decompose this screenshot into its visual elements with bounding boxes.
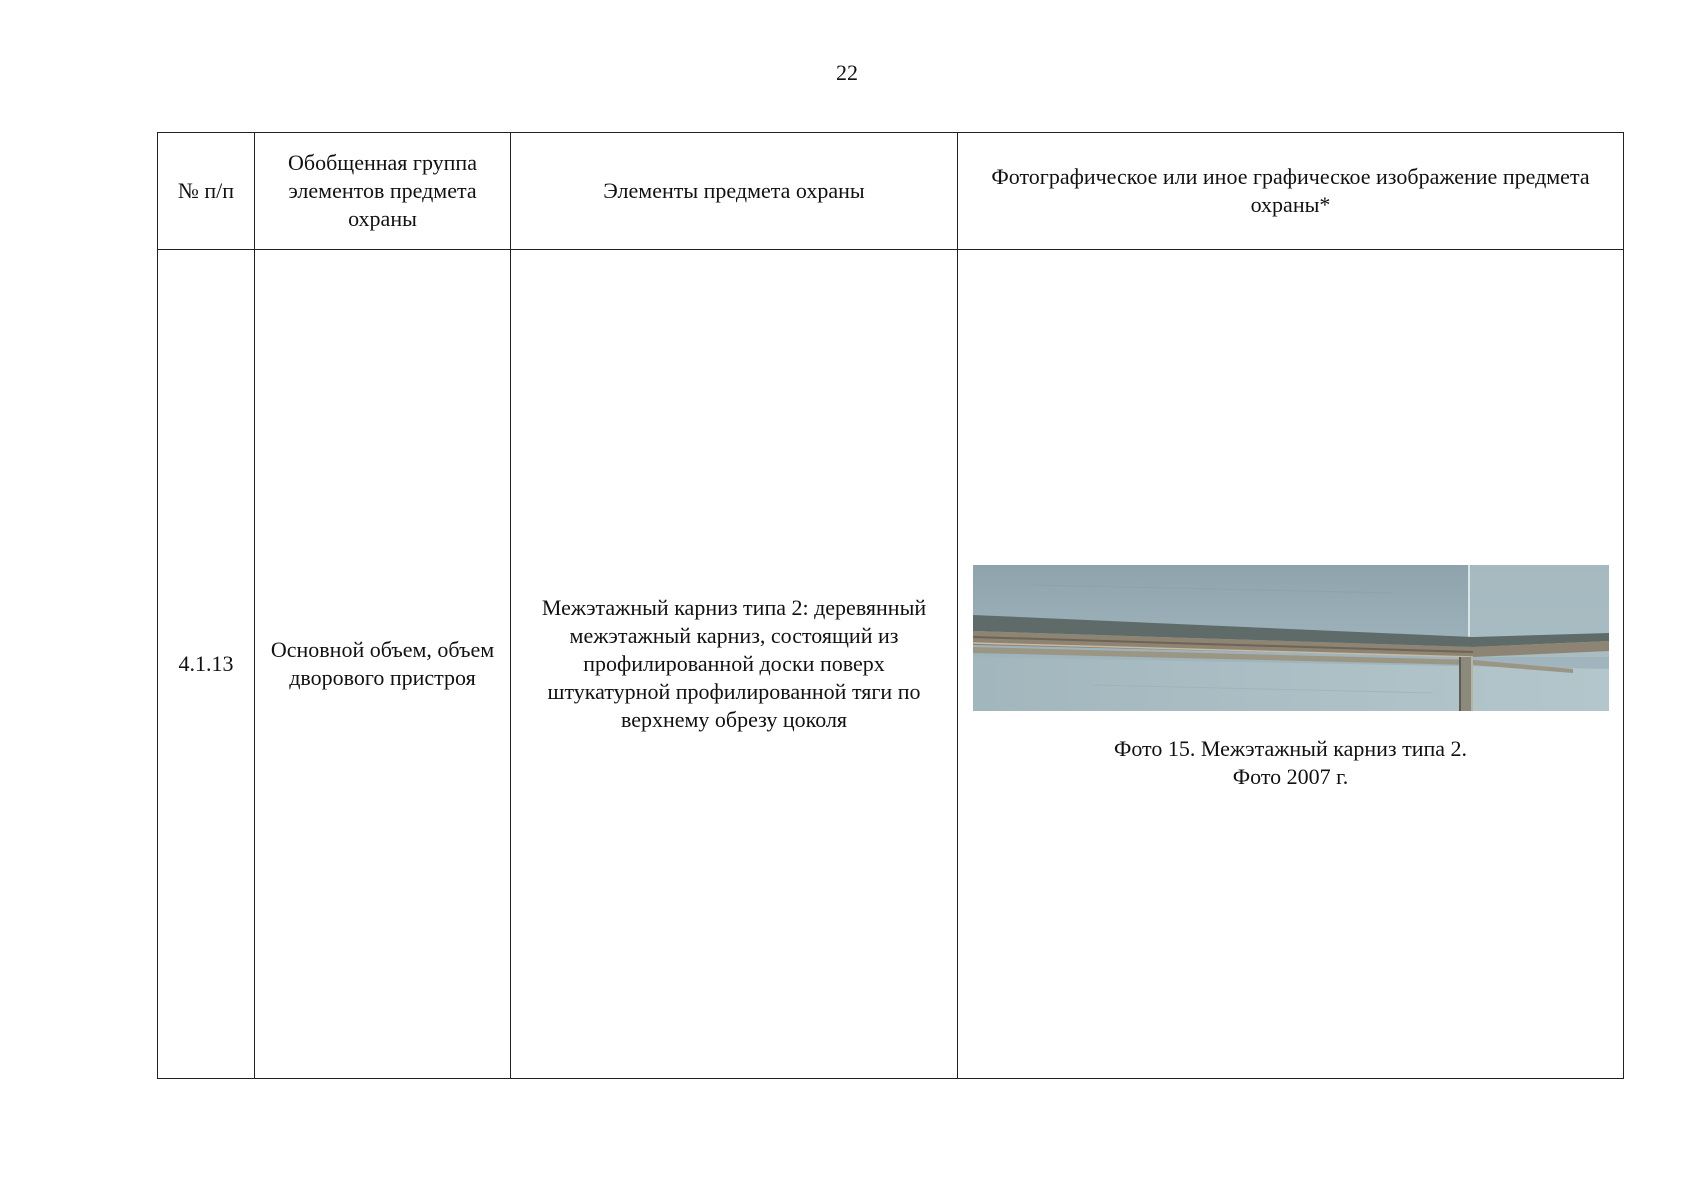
- header-group: Обобщенная группа элементов предмета охраны: [255, 133, 511, 250]
- row-elements: Межэтажный карниз типа 2: деревянный межэтажный карниз, состоящий из профилированной доски поверх штукатурной профилированной тяги по верхнему обрезу цоколя: [541, 595, 927, 732]
- cell-photo: [958, 250, 1624, 1079]
- row-group: Основной объем, объем дворового пристроя: [270, 637, 495, 690]
- protection-table: [157, 132, 1624, 1079]
- header-photo: Фотографическое или иное графическое изображение предмета охраны*: [958, 133, 1624, 250]
- row-num: 4.1.13: [178, 651, 234, 676]
- photo-caption: [1114, 735, 1467, 791]
- page-number: 22: [836, 60, 858, 85]
- cell-group: [255, 250, 511, 1079]
- photo-caption-line2: Фото 2007 г.: [1232, 764, 1349, 789]
- cornice-photo: [973, 565, 1609, 711]
- header-elements: Элементы предмета охраны: [511, 133, 958, 250]
- header-num: № п/п: [158, 133, 255, 250]
- cell-num: [158, 250, 255, 1079]
- cell-elements: [511, 250, 958, 1079]
- table-row: [158, 250, 1624, 1079]
- photo-caption-line1: Фото 15. Межэтажный карниз типа 2.: [1113, 736, 1468, 761]
- photo-block: [968, 565, 1613, 791]
- table-header-row: [158, 133, 1624, 250]
